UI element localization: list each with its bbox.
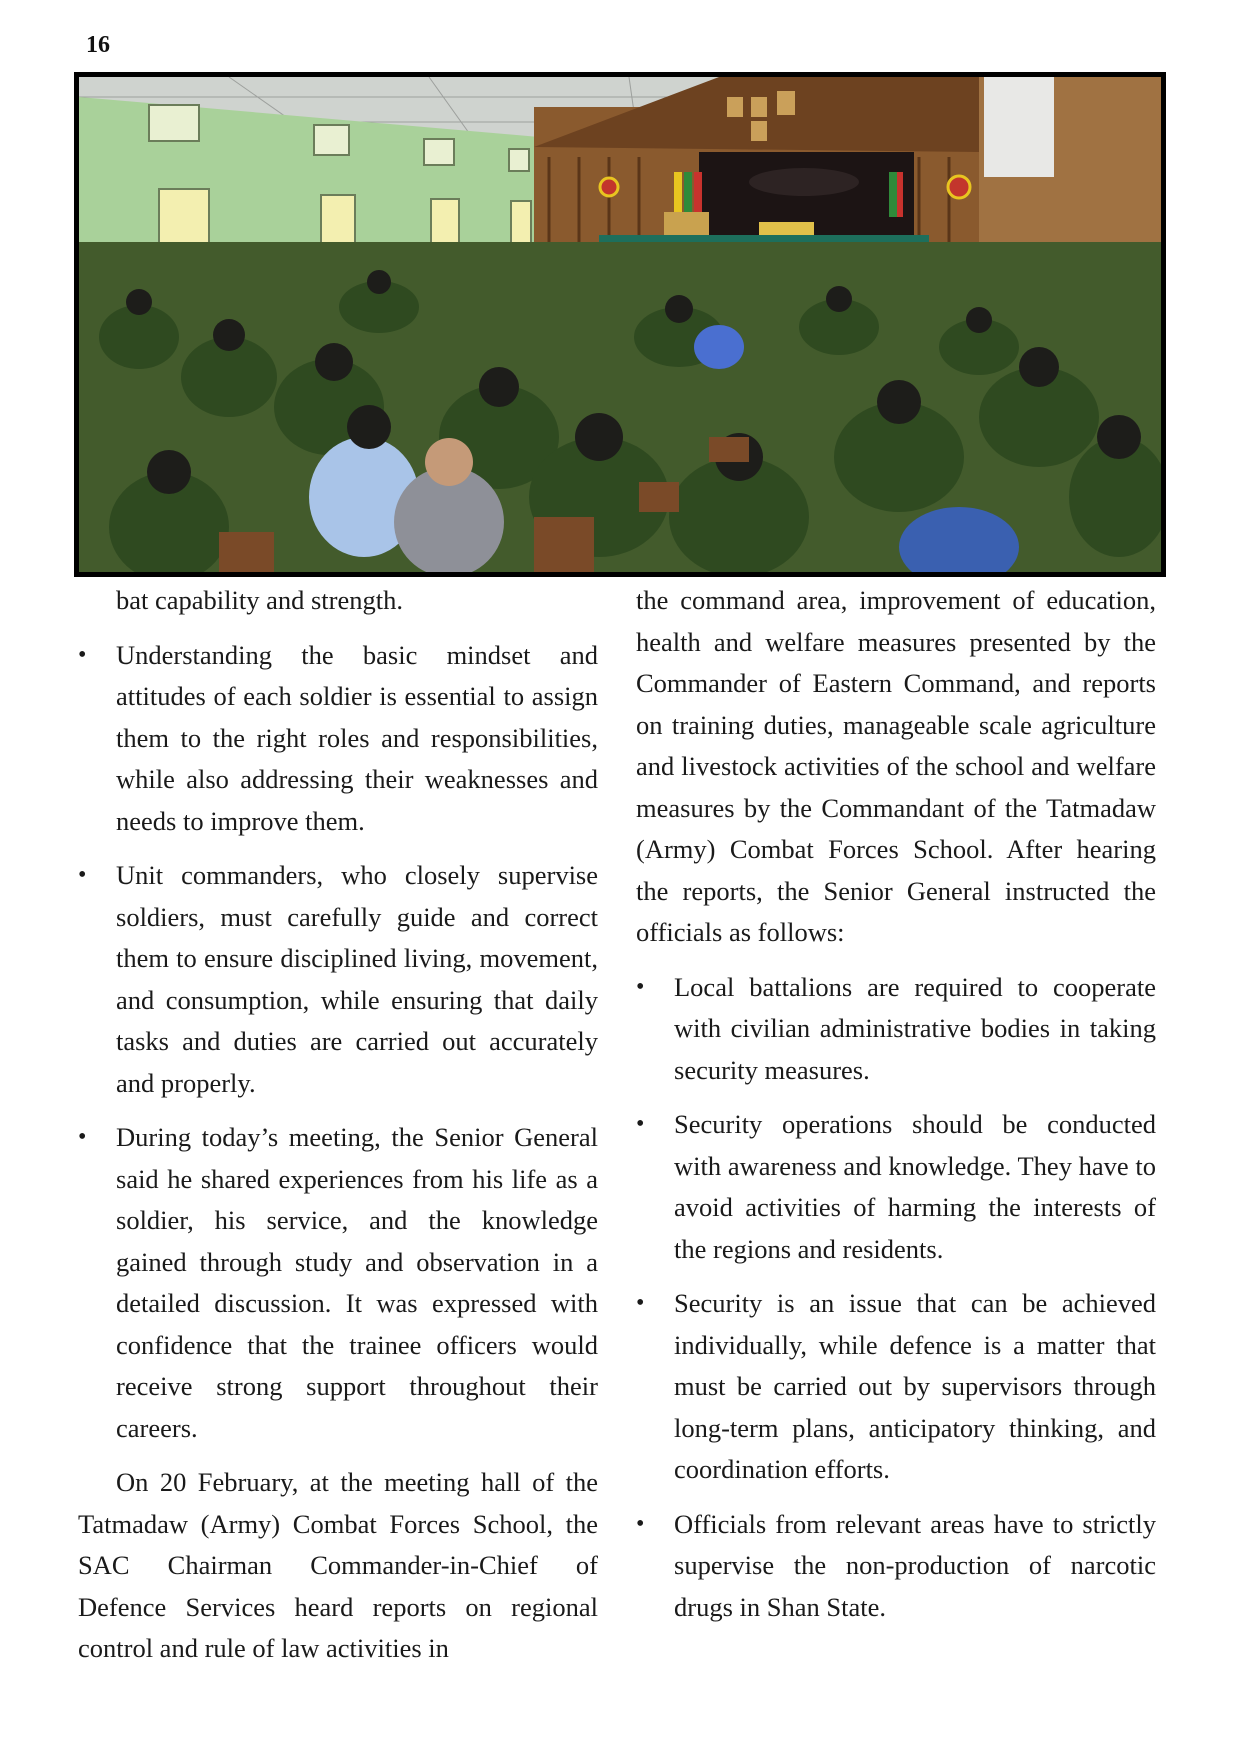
- body-paragraph: the command area, improvement of education, health and welfare measures presented by the Commander of Eastern Command, and reports on training duties, manageable scale agriculture and livestock activities of the school and welfare measures by the Commandant of the Tatmadaw (Army) Combat Forces School. After hearing the reports, the Senior General instructed the officials as follows:: [636, 585, 1156, 947]
- list-item: • Security operations should be conducted with awareness and knowledge. They have to avoid activities of harming the interests of the regions and residents.: [636, 1104, 1156, 1270]
- right-column: [636, 580, 1156, 1628]
- page-number: 16: [86, 32, 110, 58]
- body-paragraph: On 20 February, at the meeting hall of the Tatmadaw (Army) Combat Forces School, the SAC Chairman Commander-in-Chief of Defence Services heard reports on regional control and rule of law activities in: [78, 1467, 598, 1663]
- list-item: • Local battalions are required to cooperate with civilian administrative bodies in taking security measures.: [636, 967, 1156, 1092]
- left-column: [78, 580, 598, 1670]
- list-item: • Unit commanders, who closely supervise soldiers, must carefully guide and correct them to ensure disciplined living, movement, and consumption, while ensuring that daily tasks and duties are carried out accurately and properly.: [78, 855, 598, 1104]
- list-item: • Officials from relevant areas have to strictly supervise the non-production of narcotic drugs in Shan State.: [636, 1504, 1156, 1629]
- meeting-hall-photo: [74, 72, 1166, 577]
- stage-banner-icon: [749, 168, 859, 196]
- left-bullet-list: [78, 635, 598, 1450]
- continued-text: bat capability and strength.: [116, 585, 403, 615]
- list-item: • Security is an issue that can be achieved individually, while defence is a matter that must be carried out by supervisors through long-term plans, anticipatory thinking, and coordination efforts.: [636, 1283, 1156, 1491]
- meeting-hall-illustration: [79, 77, 1161, 572]
- list-item: • Understanding the basic mindset and attitudes of each soldier is essential to assign them to the right roles and responsibilities, while also addressing their weaknesses and needs to improve them.: [78, 635, 598, 843]
- list-item: • During today’s meeting, the Senior General said he shared experiences from his life as a soldier, his service, and the knowledge gained through study and observation in a detailed discussion. It was expressed with confidence that the trainee officers would receive strong support throughout their careers.: [78, 1117, 598, 1449]
- right-bullet-list: [636, 967, 1156, 1629]
